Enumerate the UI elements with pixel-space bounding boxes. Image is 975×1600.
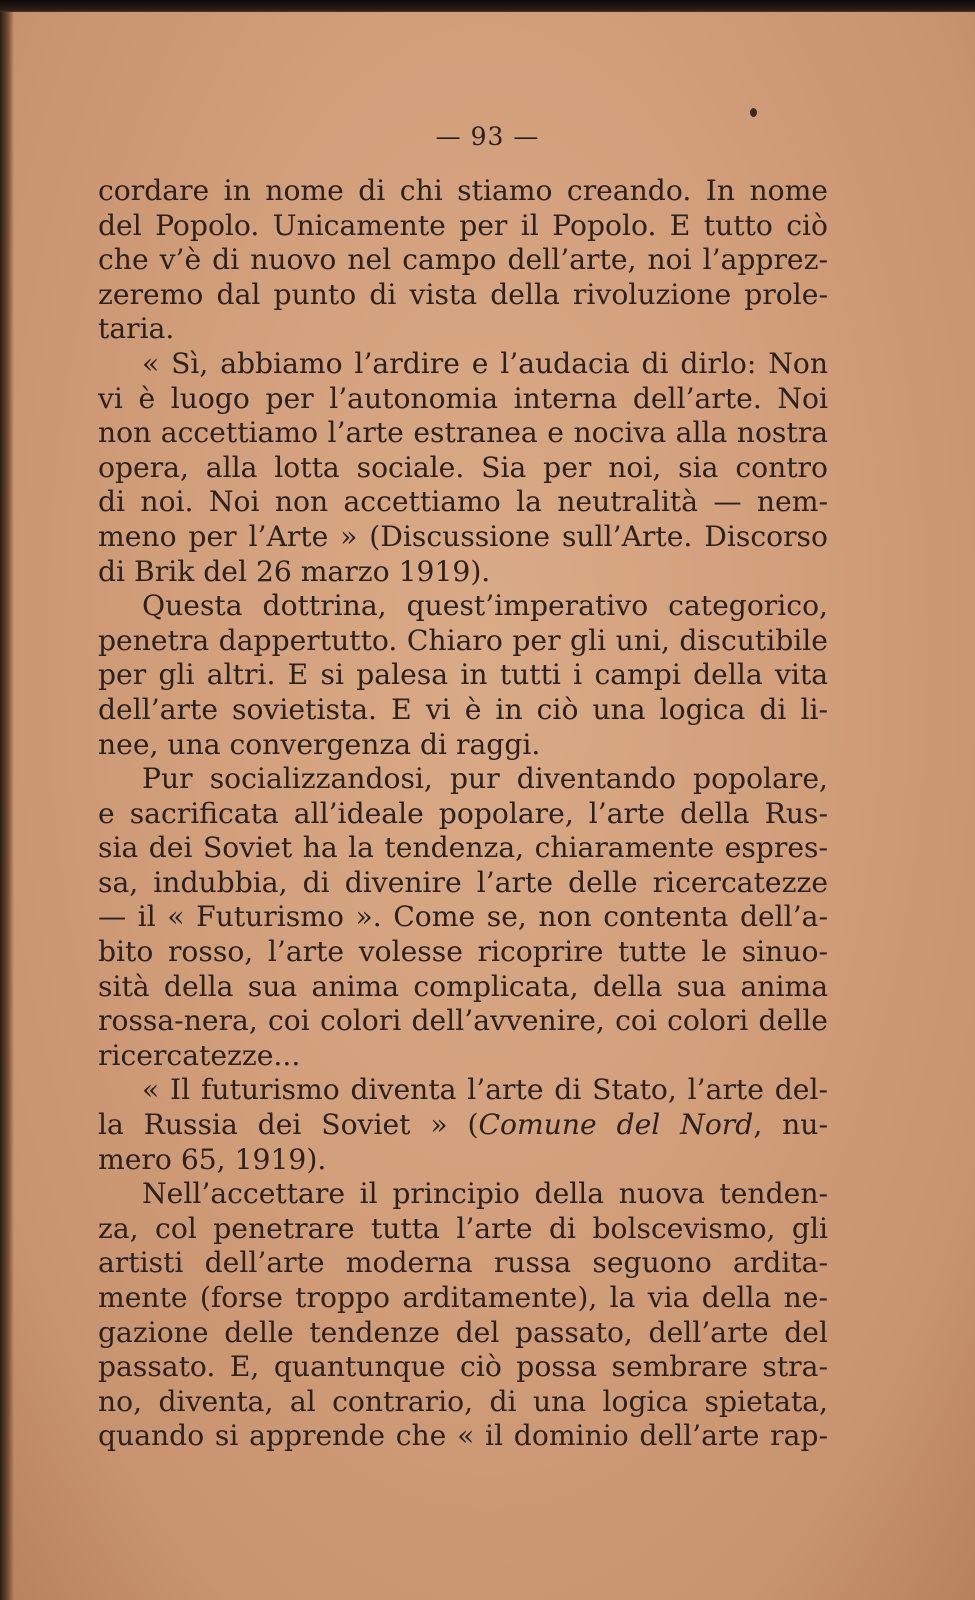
text-line: artisti dell’arte moderna russa seguono ardita- xyxy=(98,1246,828,1280)
text-line: di Brik del 26 marzo 1919). xyxy=(98,554,491,588)
text-line: mente (forse troppo arditamente), la via della ne- xyxy=(98,1281,828,1314)
text-line xyxy=(98,1108,828,1143)
text-line: bito rosso, l’arte volesse ricoprire tutte le sinuo- xyxy=(98,935,828,969)
text-line: e sacrificata all’ideale popolare, l’arte della Rus- xyxy=(98,796,828,830)
text-line: opera, alla lotta sociale. Sia per noi, sia contro xyxy=(98,450,828,484)
text-line: zeremo dal punto di vista della rivoluzione prole- xyxy=(98,277,828,311)
text-line: nee, una convergenza di raggi. xyxy=(98,727,541,761)
text-line: non accettiamo l’arte estranea e nociva alla nostra xyxy=(98,416,828,450)
text-line: di noi. Noi non accettiamo la neutralità — nem- xyxy=(98,485,828,519)
text-line: quando si apprende che « il dominio dell’arte rap- xyxy=(98,1419,828,1453)
text-line: — il « Futurismo ». Come se, non contenta dell’a- xyxy=(98,900,828,934)
text-line: meno per l’Arte » (Discussione sull’Arte. Discorso xyxy=(98,519,828,553)
book-page xyxy=(0,12,975,1600)
text-line: per gli altri. E si palesa in tutti i campi della vita xyxy=(98,658,828,692)
text-line: mero 65, 1919). xyxy=(98,1142,327,1176)
italic-title: Comune del Nord xyxy=(478,1108,754,1142)
body-text xyxy=(98,174,828,1454)
text-line: Pur socializzandosi, pur diventando popolare, xyxy=(142,762,828,796)
text-line: passato. E, quantunque ciò possa sembrare stra- xyxy=(98,1350,828,1384)
text-line: che v’è di nuovo nel campo dell’arte, noi l’apprez- xyxy=(98,243,828,277)
text-line: gazione delle tendenze del passato, dell’arte del xyxy=(98,1315,828,1349)
text-line: « Sì, abbiamo l’ardire e l’audacia di dirlo: Non xyxy=(142,346,828,380)
text-line: taria. xyxy=(98,312,175,346)
text-line: Nell’accettare il principio della nuova tenden- xyxy=(142,1177,828,1211)
text-line: sia dei Soviet ha la tendenza, chiaramente espres- xyxy=(98,831,828,865)
text-line: za, col penetrare tutta l’arte di bolscevismo, gli xyxy=(98,1211,828,1245)
text-line-segment: , nu- xyxy=(753,1108,828,1142)
page-left-edge xyxy=(0,12,14,1600)
page-number: — 93 — xyxy=(435,122,540,151)
text-line: « Il futurismo diventa l’arte di Stato, l’arte del- xyxy=(142,1073,828,1107)
text-line: cordare in nome di chi stiamo creando. In nome xyxy=(98,174,828,207)
ink-spot xyxy=(750,108,757,117)
text-line: penetra dappertutto. Chiaro per gli uni, discutibile xyxy=(98,623,828,657)
text-line: sità della sua anima complicata, della sua anima xyxy=(98,969,828,1003)
text-line-segment: la Russia dei Soviet » ( xyxy=(98,1108,479,1142)
text-line: ricercatezze... xyxy=(98,1038,301,1072)
text-line: rossa-nera, coi colori dell’avvenire, coi colori delle xyxy=(98,1004,828,1038)
text-line: dell’arte sovietista. E vi è in ciò una logica di li- xyxy=(98,692,828,726)
text-line: sa, indubbia, di divenire l’arte delle ricercatezze xyxy=(98,865,828,899)
text-line: del Popolo. Unicamente per il Popolo. E tutto ciò xyxy=(98,208,828,242)
text-line: no, diventa, al contrario, di una logica spietata, xyxy=(98,1384,828,1418)
text-line: Questa dottrina, quest’imperativo categorico, xyxy=(142,589,828,623)
text-line: vi è luogo per l’autonomia interna dell’arte. Noi xyxy=(98,381,828,415)
